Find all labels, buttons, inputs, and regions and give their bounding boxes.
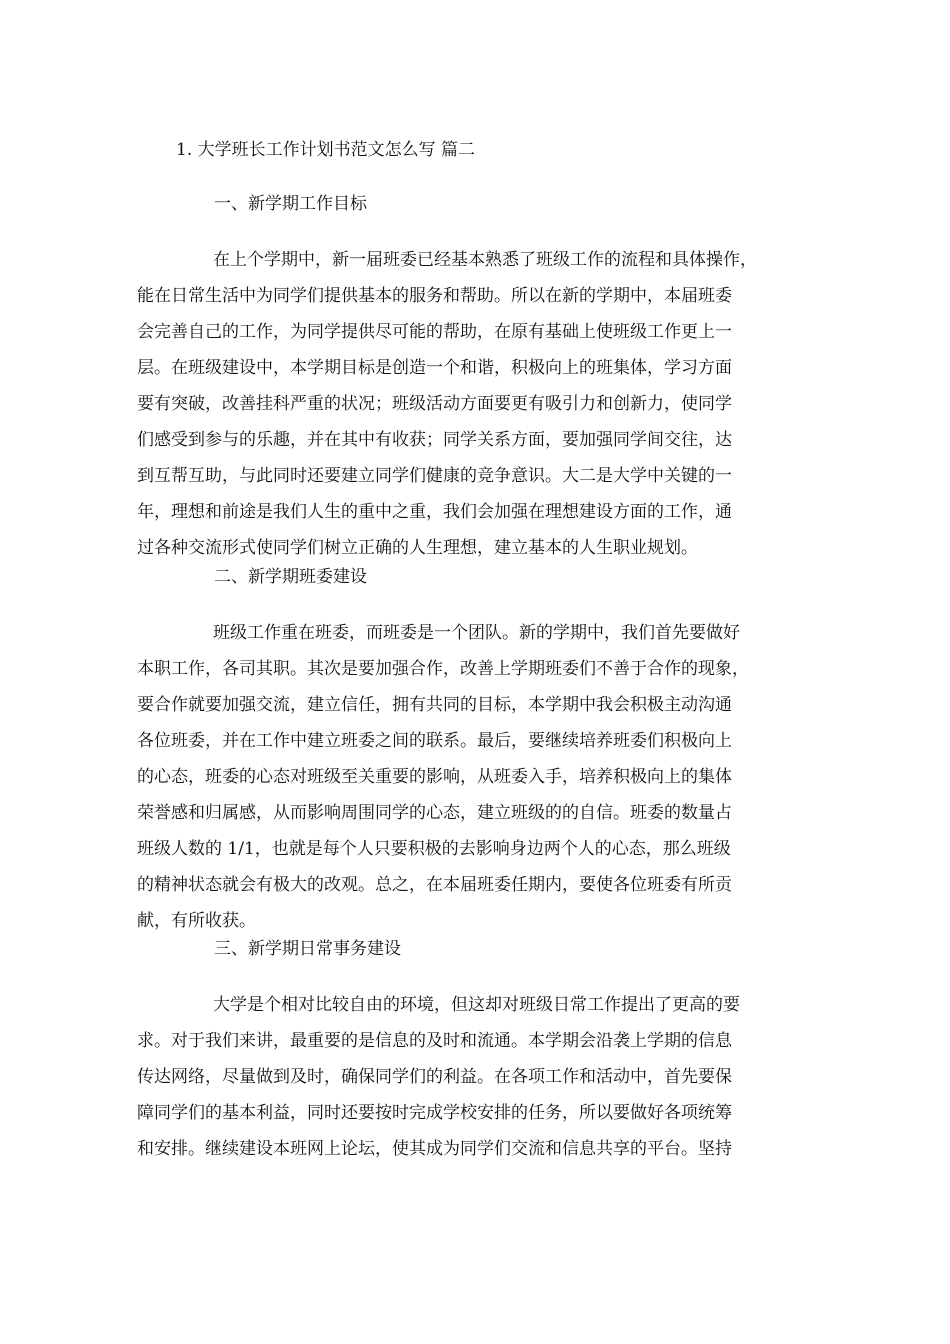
paragraph-line: 到互帮互助，与此同时还要建立同学们健康的竞争意识。大二是大学中关键的一: [137, 466, 732, 486]
section-paragraph-goals: [137, 242, 817, 566]
paragraph-line: 在上个学期中，新一届班委已经基本熟悉了班级工作的流程和具体操作，: [213, 250, 757, 270]
section-paragraph-committee: [137, 615, 817, 939]
document-title: 1. 大学班长工作计划书范文怎么写 篇二: [176, 140, 476, 160]
paragraph-line: 们感受到参与的乐趣，并在其中有收获；同学关系方面，要加强同学间交往，达: [137, 430, 732, 450]
paragraph-line: 层。在班级建设中，本学期目标是创造一个和谐，积极向上的班集体，学习方面: [137, 358, 732, 378]
paragraph-line: 障同学们的基本利益，同时还要按时完成学校安排的任务，所以要做好各项统筹: [137, 1103, 732, 1123]
paragraph-line: 求。对于我们来讲，最重要的是信息的及时和流通。本学期会沿袭上学期的信息: [137, 1031, 732, 1051]
paragraph-line: 年，理想和前途是我们人生的重中之重，我们会加强在理想建设方面的工作，通: [137, 502, 732, 522]
paragraph-line: 会完善自己的工作，为同学提供尽可能的帮助，在原有基础上使班级工作更上一: [137, 322, 732, 342]
paragraph-line: 过各种交流形式使同学们树立正确的人生理想，建立基本的人生职业规划。: [137, 538, 698, 558]
paragraph-line: 献，有所收获。: [137, 911, 256, 931]
section-heading-committee: 二、新学期班委建设: [214, 567, 367, 587]
paragraph-line: 本职工作，各司其职。其次是要加强合作，改善上学期班委们不善于合作的现象，: [137, 659, 749, 679]
paragraph-line: 的精神状态就会有极大的改观。总之，在本届班委任期内，要使各位班委有所贡: [137, 875, 732, 895]
paragraph-line: 要合作就要加强交流，建立信任，拥有共同的目标，本学期中我会积极主动沟通: [137, 695, 732, 715]
paragraph-line: 班级工作重在班委，而班委是一个团队。新的学期中，我们首先要做好: [213, 623, 740, 643]
paragraph-line: 荣誉感和归属感，从而影响周围同学的心态，建立班级的的自信。班委的数量占: [137, 803, 732, 823]
paragraph-line: 大学是个相对比较自由的环境，但这却对班级日常工作提出了更高的要: [213, 995, 740, 1015]
paragraph-line: 的心态，班委的心态对班级至关重要的影响，从班委入手，培养积极向上的集体: [137, 767, 732, 787]
paragraph-line: 要有突破，改善挂科严重的状况；班级活动方面要更有吸引力和创新力，使同学: [137, 394, 732, 414]
paragraph-line: 能在日常生活中为同学们提供基本的服务和帮助。所以在新的学期中，本届班委: [137, 286, 732, 306]
paragraph-line: 和安排。继续建设本班网上论坛，使其成为同学们交流和信息共享的平台。坚持: [137, 1139, 732, 1159]
section-heading-goals: 一、新学期工作目标: [214, 194, 367, 214]
paragraph-line: 班级人数的 1/1，也就是每个人只要积极的去影响身边两个人的心态，那么班级: [137, 839, 731, 859]
paragraph-line: 各位班委，并在工作中建立班委之间的联系。最后，要继续培养班委们积极向上: [137, 731, 732, 751]
section-heading-daily-affairs: 三、新学期日常事务建设: [214, 939, 401, 959]
section-paragraph-daily-affairs: [137, 987, 817, 1167]
paragraph-line: 传达网络，尽量做到及时，确保同学们的利益。在各项工作和活动中，首先要保: [137, 1067, 732, 1087]
